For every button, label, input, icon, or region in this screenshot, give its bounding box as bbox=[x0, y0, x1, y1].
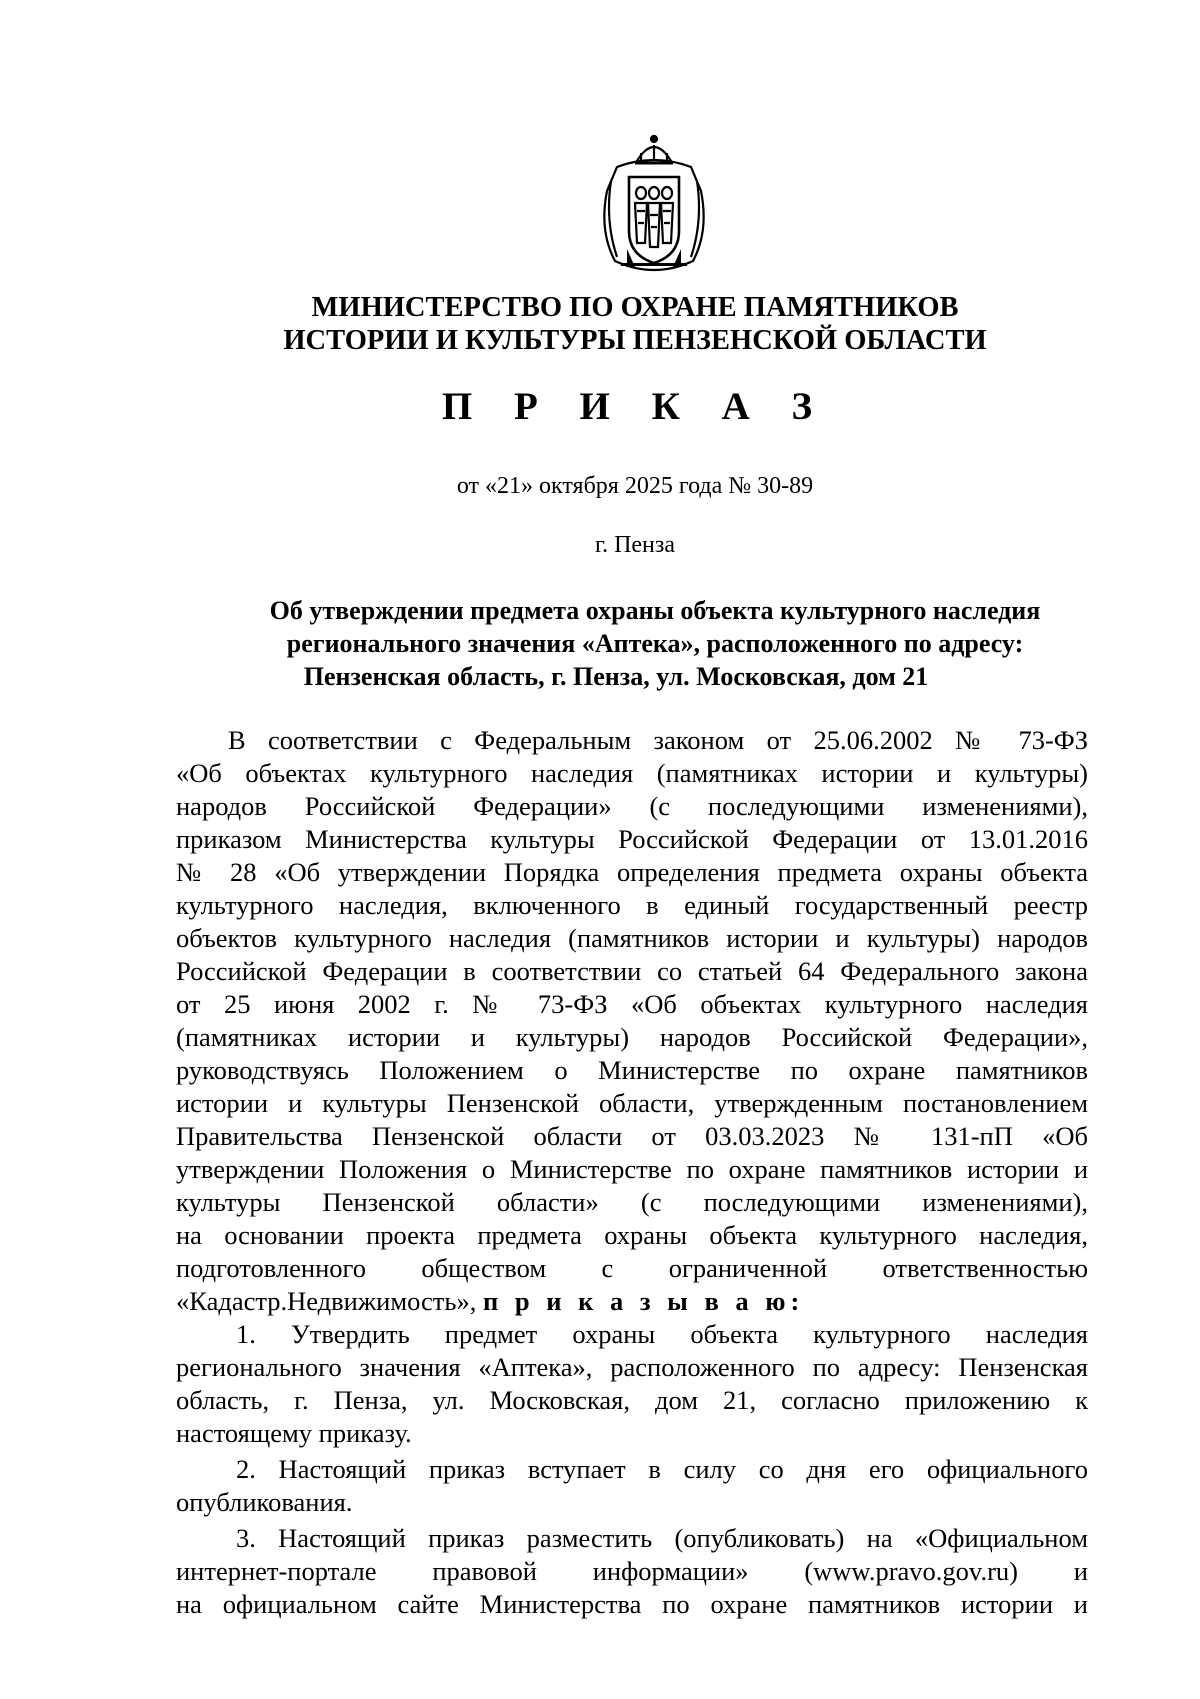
item1-line: область, г. Пенза, ул. Московская, дом 21, согласно приложению к bbox=[176, 1385, 1088, 1415]
issue-city: г. Пенза bbox=[594, 532, 676, 558]
preamble-line: от 25 июня 2002 г. № 73-ФЗ «Об объектах культурного наследия bbox=[176, 989, 1088, 1019]
preamble-line: В соответствии с Федеральным законом от 25.06.2002 № 73-ФЗ bbox=[228, 725, 1088, 755]
item3-line: на официальном сайте Министерства по охране памятников истории и bbox=[176, 1589, 1088, 1619]
subject-line1: Об утверждении предмета охраны объекта культурного наследия bbox=[269, 596, 1041, 625]
preamble-line: истории и культуры Пензенской области, утвержденным постановлением bbox=[176, 1088, 1088, 1118]
subject-line2: регионального значения «Аптека», расположенного по адресу: bbox=[286, 629, 1024, 658]
preamble-line: культурного наследия, включенного в единый государственный реестр bbox=[176, 890, 1088, 920]
preamble-line: утверждении Положения о Министерстве по охране памятников истории и bbox=[176, 1154, 1088, 1184]
preamble-line: руководствуясь Положением о Министерстве по охране памятников bbox=[176, 1055, 1088, 1085]
preamble-line: на основании проекта предмета охраны объекта культурного наследия, bbox=[176, 1220, 1088, 1250]
company-name: «Кадастр.Недвижимость», bbox=[176, 1286, 477, 1316]
ministry-name-line2: ИСТОРИИ И КУЛЬТУРЫ ПЕНЗЕНСКОЙ ОБЛАСТИ bbox=[283, 325, 987, 356]
preamble-line: Российской Федерации в соответствии со статьей 64 Федерального закона bbox=[176, 956, 1088, 986]
item2-line: опубликования. bbox=[176, 1487, 353, 1517]
item2-line: 2. Настоящий приказ вступает в силу со дня его официального bbox=[236, 1454, 1088, 1484]
subject-line3: Пензенская область, г. Пенза, ул. Московская, дом 21 bbox=[303, 662, 929, 691]
item1-line: настоящему приказу. bbox=[176, 1418, 412, 1448]
preamble-line: Правительства Пензенской области от 03.03.2023 № 131-пП «Об bbox=[176, 1121, 1088, 1151]
item3-line: 3. Настоящий приказ разместить (опубликовать) на «Официальном bbox=[236, 1523, 1088, 1553]
item3-line: интернет-портале правовой информации» (www.pravo.gov.ru) и bbox=[176, 1556, 1088, 1586]
order-date-number: от «21» октября 2025 года № 30-89 bbox=[456, 473, 814, 499]
preamble-line: № 28 «Об утверждении Порядка определения предмета охраны объекта bbox=[176, 857, 1088, 887]
preamble-line: подготовленного обществом с ограниченной ответственностью bbox=[176, 1253, 1088, 1283]
preamble-line: народов Российской Федерации» (с последующими изменениями), bbox=[176, 791, 1088, 821]
document-type-title: П Р И К А З bbox=[441, 385, 829, 428]
preamble-line: «Об объектах культурного наследия (памятниках истории и культуры) bbox=[176, 758, 1088, 788]
item1-line: 1. Утвердить предмет охраны объекта культурного наследия bbox=[236, 1319, 1088, 1349]
order-word: п р и к а з ы в а ю: bbox=[482, 1286, 805, 1316]
preamble-line: культуры Пензенской области» (с последующими изменениями), bbox=[176, 1187, 1088, 1217]
preamble-line: объектов культурного наследия (памятников истории и культуры) народов bbox=[176, 923, 1088, 953]
coat-of-arms-emblem bbox=[597, 131, 711, 276]
preamble-line: (памятниках истории и культуры) народов Российской Федерации», bbox=[176, 1022, 1088, 1052]
ministry-name-line1: МИНИСТЕРСТВО ПО ОХРАНЕ ПАМЯТНИКОВ bbox=[311, 292, 959, 323]
preamble-line: приказом Министерства культуры Российской Федерации от 13.01.2016 bbox=[176, 824, 1088, 854]
item1-line: регионального значения «Аптека», расположенного по адресу: Пензенская bbox=[176, 1352, 1088, 1382]
preamble-last-line bbox=[176, 1285, 1088, 1318]
